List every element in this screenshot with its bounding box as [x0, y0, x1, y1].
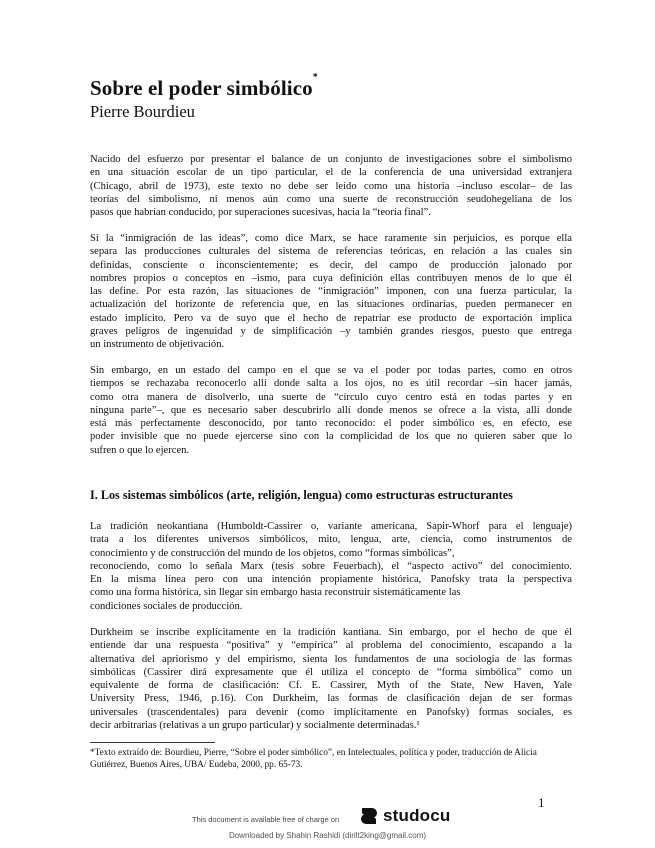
text-line: sufren o que lo ejercen.	[90, 444, 190, 456]
text-line: equivalente de forma de clasificación: Cf. E. Cassirer, Myth of the State, New Haven, Yale	[90, 680, 572, 692]
footnote: *Texto extraído de: Bourdieu, Pierre, “Sobre el poder simbólico”, en Intelectuales, política y poder, traducción de Alicia Gutiérrez, Buenos Aires, UBA/ Eudeba, 2000, pp. 65-73.	[90, 748, 537, 770]
text-line: University Press, 1946, p.16). Con Durkheim, las formas de clasificación dejan de ser formas	[90, 693, 572, 705]
text-line: (Chicago, abril de 1973), este texto no debe ser leído como una historia –incluso escolar– de las	[90, 180, 572, 192]
section-heading: I. Los sistemas simbólicos (arte, religión, lengua) como estructuras estructurantes	[90, 488, 513, 502]
text-line: ninguna parte”–, que es necesario saber descubrirlo allí donde menos se ofrece a la vista, allí donde	[90, 404, 572, 416]
page-number: 1	[538, 795, 545, 810]
text-line: Sin embargo, en un estado del campo en el que se va el poder por todas partes, como en otros	[90, 365, 572, 376]
text-line: como una forma histórica, sin llegar sin embargo hasta reconstruir sistemáticamente las	[90, 587, 461, 599]
studocu-logo[interactable]	[358, 805, 451, 827]
text-line: separa las producciones culturales del sistema de referencias teóricas, en relación a las cuales sin	[90, 246, 572, 258]
text-line: graves peligros de ingenuidad y de simplificación –y también grandes riesgos, puesto que entrega	[90, 326, 572, 338]
text-line: La tradición neokantiana (Humboldt-Cassirer o, variante americana, Sapir-Whorf para el lenguaje)	[90, 521, 572, 532]
text-line: actualización del horizonte de referencia que, en las situaciones ordinarias, pueden permanecer en	[90, 299, 572, 311]
text-line: trata a los diferentes universos simbólicos, mito, lengua, arte, ciencia, como instrumentos de	[90, 534, 572, 546]
text-line: pasos que habrían conducido, por superaciones sucesivas, hacia la “teoría final”.	[90, 207, 431, 219]
text-line: condiciones sociales de producción.	[90, 600, 243, 612]
document-title	[90, 72, 318, 101]
text-line: tiempos se rechazaba reconocerlo allí donde salta a los ojos, no es útil recordar –sin hacer jamás,	[90, 378, 572, 390]
text-line: Si la “inmigración de las ideas”, como dice Marx, se hace raramente sin perjuicios, es porque ella	[90, 233, 572, 244]
text-line: está más perfectamente desconocido, por tanto reconocido: el poder simbólico es, en efecto, ese	[90, 418, 572, 430]
text-line: como otra manera de disolverlo, una suerte de “círculo cuyo centro está en todas partes y en	[90, 391, 572, 403]
text-line: en una situación escolar de un tipo particular, el de la conferencia de una universidad extranjera	[90, 167, 572, 179]
text-line: entiende dar una respuesta “positiva” y “empírica” al problema del conocimiento, escapando a la	[90, 640, 572, 652]
text-line: estado implícito. Pero va de suyo que el hecho de repatriar ese producto de exportación implica	[90, 312, 572, 324]
text-line: reconociendo, como lo señala Marx (tesis sobre Feuerbach), el “aspecto activo” del conocimiento.	[90, 560, 572, 572]
text-line: simbólicas (Cassirer dirá expresamente que él utiliza el concepto de “forma simbólica” como un	[90, 666, 572, 678]
text-line: las define. Por esta razón, las situaciones de “inmigración” imponen, con una fuerza particular, la	[90, 286, 572, 298]
text-line: decir arbitrarias (relativas a un grupo particular) y socialmente determinadas.¹	[90, 720, 420, 732]
text-line: teorías del simbolismo, ni menos aún como una suerte de reconstrucción seudohegeliana de los	[90, 193, 572, 205]
paragraph-2	[90, 232, 572, 352]
text-line: conocimiento y de construcción del mundo de los objetos, como “formas simbólicas”,	[90, 547, 455, 559]
paragraph-4	[90, 520, 572, 613]
paragraph-1	[90, 153, 572, 219]
text-line: definidas, consciente o inconscientemente; es decir, del campo de producción jalonado por	[90, 259, 572, 271]
text-line: alternativa del apriorismo y del empirismo, sienta los fundamentos de una sociología de las formas	[90, 653, 572, 665]
title-footnote-marker: *	[312, 72, 318, 83]
text-line: universales (trascendentales) para devenir (como implícitamente en Panofsky) formas sociales, es	[90, 706, 572, 718]
footnote-divider	[90, 742, 215, 743]
paragraph-5	[90, 626, 572, 732]
text-line: En la misma línea pero con una intención propiamente histórica, Panofsky trata la perspectiva	[90, 574, 572, 586]
availability-notice: This document is available free of charge on	[192, 815, 340, 824]
text-line: Durkheim se inscribe explícitamente en la tradición kantiana. Sin embargo, por el hecho de que él	[90, 627, 572, 638]
studocu-brand-text: studocu	[383, 806, 451, 825]
title-text: Sobre el poder simbólico	[90, 76, 313, 100]
author-name: Pierre Bourdieu	[90, 102, 195, 121]
text-line: Nacido del esfuerzo por presentar el balance de un conjunto de investigaciones sobre el simbolismo	[90, 154, 572, 165]
studocu-logo-icon	[358, 805, 380, 827]
paragraph-3	[90, 364, 572, 457]
text-line: poder invisible que no puede ejercerse sino con la complicidad de los que no quieren saber que lo	[90, 431, 572, 443]
text-line: un instrumento de objetivación.	[90, 339, 225, 351]
download-notice: Downloaded by Shahin Rashidi (dirilt2king@gmail.com)	[228, 831, 427, 840]
text-line: nombres propios o conceptos en –ismo, para cuya definición ellas contribuyen menos de lo que él	[90, 272, 572, 284]
